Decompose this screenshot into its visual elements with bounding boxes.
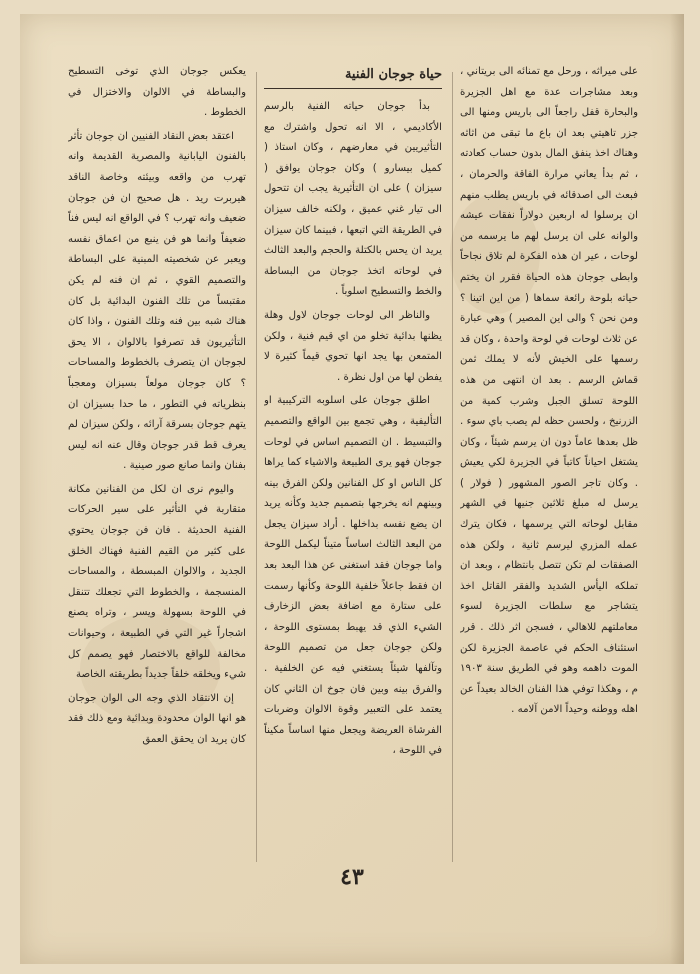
paragraph: اعتقد بعض النقاد الفنيين ان جوجان تأثر بالفنون اليابانية والمصرية القديمة وانه تهرب من واقعه وبيئته وخاصة الناقد هيربرت ريد . هل صحيح ان فن جوجان ضعيف وانه تهرب ؟ في الواقع انه ليس فناً ضعيفاً وانما هو فن ينبع من اعماق نفسه ويعبر عن شخصيته المبنية على البساطة والتصميم القوي ، ثم ان فنه لم يكن مقتبساً من تلك الفنون البدائية بل كان هناك شبه بين فنه وتلك الفنون ، واذا كان التأثيريون قد تصرفوا بالالوان ، الا يحق لجوجان ان يتصرف بالخطوط والمساحات ؟ كان جوجان مولعاً بسيزان ومعجباً بنظرياته في التطور ، ما حدا بسيزان ان يتهم جوجان بسرقة آرائه ، ولكن سيزان لم يعرف قط قدر جوجان وقال عنه انه ليس بفنان وانما صانع صور صينية . bbox=[68, 130, 246, 472]
column-middle bbox=[264, 62, 442, 862]
paragraph: والناظر الى لوحات جوجان لاول وهلة يظنها بدائية تخلو من اي قيم فنية ، ولكن المتمعن بها يجد انها تحوي قيماً كثيرة لا يفطن لها من اول نظرة . bbox=[264, 309, 442, 383]
column-right bbox=[460, 62, 638, 862]
text-columns bbox=[68, 62, 638, 862]
paragraph: بدأ جوجان حياته الفنية بالرسم الأكاديمي ، الا انه تحول واشترك مع التأثيريين في معارضهم ، وكان استاذ ( كميل بيسارو ) وكان جوجان يوافق ( سيزان ) على ان التأثيرية يجب ان تتحول الى تيار غني عميق ، ولكنه خالف سيزان في الطريقة التي اتبعها ، فبينما كان سيزان يريد ان يحس بالكتلة والحجم والبعد الثالث في لوحاته اتخذ جوجان من البساطة والخط والتسطيح اسلوباً . bbox=[264, 101, 442, 298]
page-number: ٤٣ bbox=[340, 864, 364, 890]
paragraph: اطلق جوجان على اسلوبه التركيبية او التأليفية ، وهي تجمع بين الواقع والتصميم والتبسيط . ان التصميم اساس في لوحات جوجان فهو يرى الطبيعة والاشياء كما يراها كل الناس او كل الفنانين ولكن الفرق بينه وبينهم انه يخرجها بتصميم جديد وكأنه يريد ان يضع نفسه بداخلها . أراد سيزان يجعل من البعد الثالث اساساً متيناً ليكمل اللوحة واما جوجان فقد استغنى عن هذا البعد بعد ان فقط جاعلاً خلفية اللوحة وكأنها رسمت على ستارة مع اضافة بعض الزخارف الشيء الذي قد يهبط بمستوى اللوحة ، ولكن جوجان جعل من تصميم اللوحة وتآلفها شيئاً يستغني فيه عن الخلفية . والفرق بينه وبين فان جوخ ان الثاني كان يعتمد على التعبير وقوة الالوان وضربات الفرشاة العريضة ويجعل منها اساساً مكيناً في اللوحة ، bbox=[264, 395, 442, 757]
section-title: حياة جوجان الفنية bbox=[264, 64, 442, 89]
magazine-page bbox=[20, 14, 684, 964]
column-divider bbox=[256, 72, 257, 862]
paragraph: على ميراثه ، ورحل مع تمنائه الى بريتاني ، وبعد مشاجرات عدة مع اهل الجزيرة والبحارة قفل راجعاً الى باريس ومنها الى جزر تاهيتي بعد ان باع ما تبقى من اثاثه وهناك اخذ ينفق المال بدون حساب كعادته ، ثم بدأ يعاني مرارة الفاقة والحرمان ، فبعث الى اصدقائه في باريس يطلب منهم ان يرسلوا له اربعين دولاراً نفقات عيشه والوانه على ان يرسل لهم ما يرسمه من لوحات ، عير ان هذه الفكرة لم تلاق نجاحاً وابطى جوجان هذه الحياة فقرر ان يختم حياته بلوحة رائعة سماها ( من اين اتينا ؟ ومن نحن ؟ والى اين المصير ) وهي عبارة عن ثلاث لوحات في لوحة واحدة ، وكان قد رسمها على الخيش لأنه لا يملك ثمن قماش الرسم . بعد ان انتهى من هذه اللوحة تسلق الجبل وشرب كمية من الزرنيخ ، ولحسن حظه لم يصب باي سوء . ظل بعدها عاماً دون ان يرسم شيئاً ، وكان يشتغل احياناً كاتباً في الجزيرة لكي يعيش . وكان تاجر الصور المشهور ( فولار ) يرسل له مبلغ ثلاثين جنيها في الشهر مقابل لوحاته التي يرسمها ، فكان يترك عمله المزري ليرسم ثانية ، ولكن هذه الصفقات لم تكن تتصل بانتظام ، وبعد ان تملكه اليأس الشديد والفقر القاتل اخذ يتشاجر مع سلطات الجزيرة لسوء معاملتهم للاهالي ، فسجن اثر ذلك . قرر استئناف الحكم في عاصمة الجزيرة لكن الموت داهمه وهو في الطريق سنة ١٩٠٣ م ، وهكذا توفي هذا الفنان الخالد بعيداً عن اهله ووطنه وحيداً الامن آلامه . bbox=[460, 66, 638, 716]
paragraph: يعكس جوجان الذي توخى التسطيح والبساطة في الالوان والاختزال في الخطوط . bbox=[68, 66, 246, 119]
column-left bbox=[68, 62, 246, 862]
paragraph: واليوم نرى ان لكل من الفنانين مكانة متقاربة في التأثير على سير الحركات الفنية الحديثة . فان فن جوجان يحتوي على كثير من القيم الفنية فهناك الخلق الجديد ، والالوان المبسطة ، والمساحات المنسجمة ، والخطوط التي تجعلك تتنقل في اللوحة بسهولة ويسر ، وتراه يصنع اشجاراً غير التي في الطبيعة ، وحيوانات مخالفة للواقع بالاختصار فهو يصمم كل شيء ويخلقه خلقاً جديداً بطريقته الخاصة bbox=[68, 483, 246, 681]
paragraph: إن الانتقاد الذي وجه الى الوان جوجان هو انها الوان محدودة وبدائية ومع ذلك فقد كان يريد ان يحقق العمق bbox=[68, 692, 246, 745]
binding-shadow bbox=[670, 14, 684, 964]
column-divider bbox=[452, 72, 453, 862]
